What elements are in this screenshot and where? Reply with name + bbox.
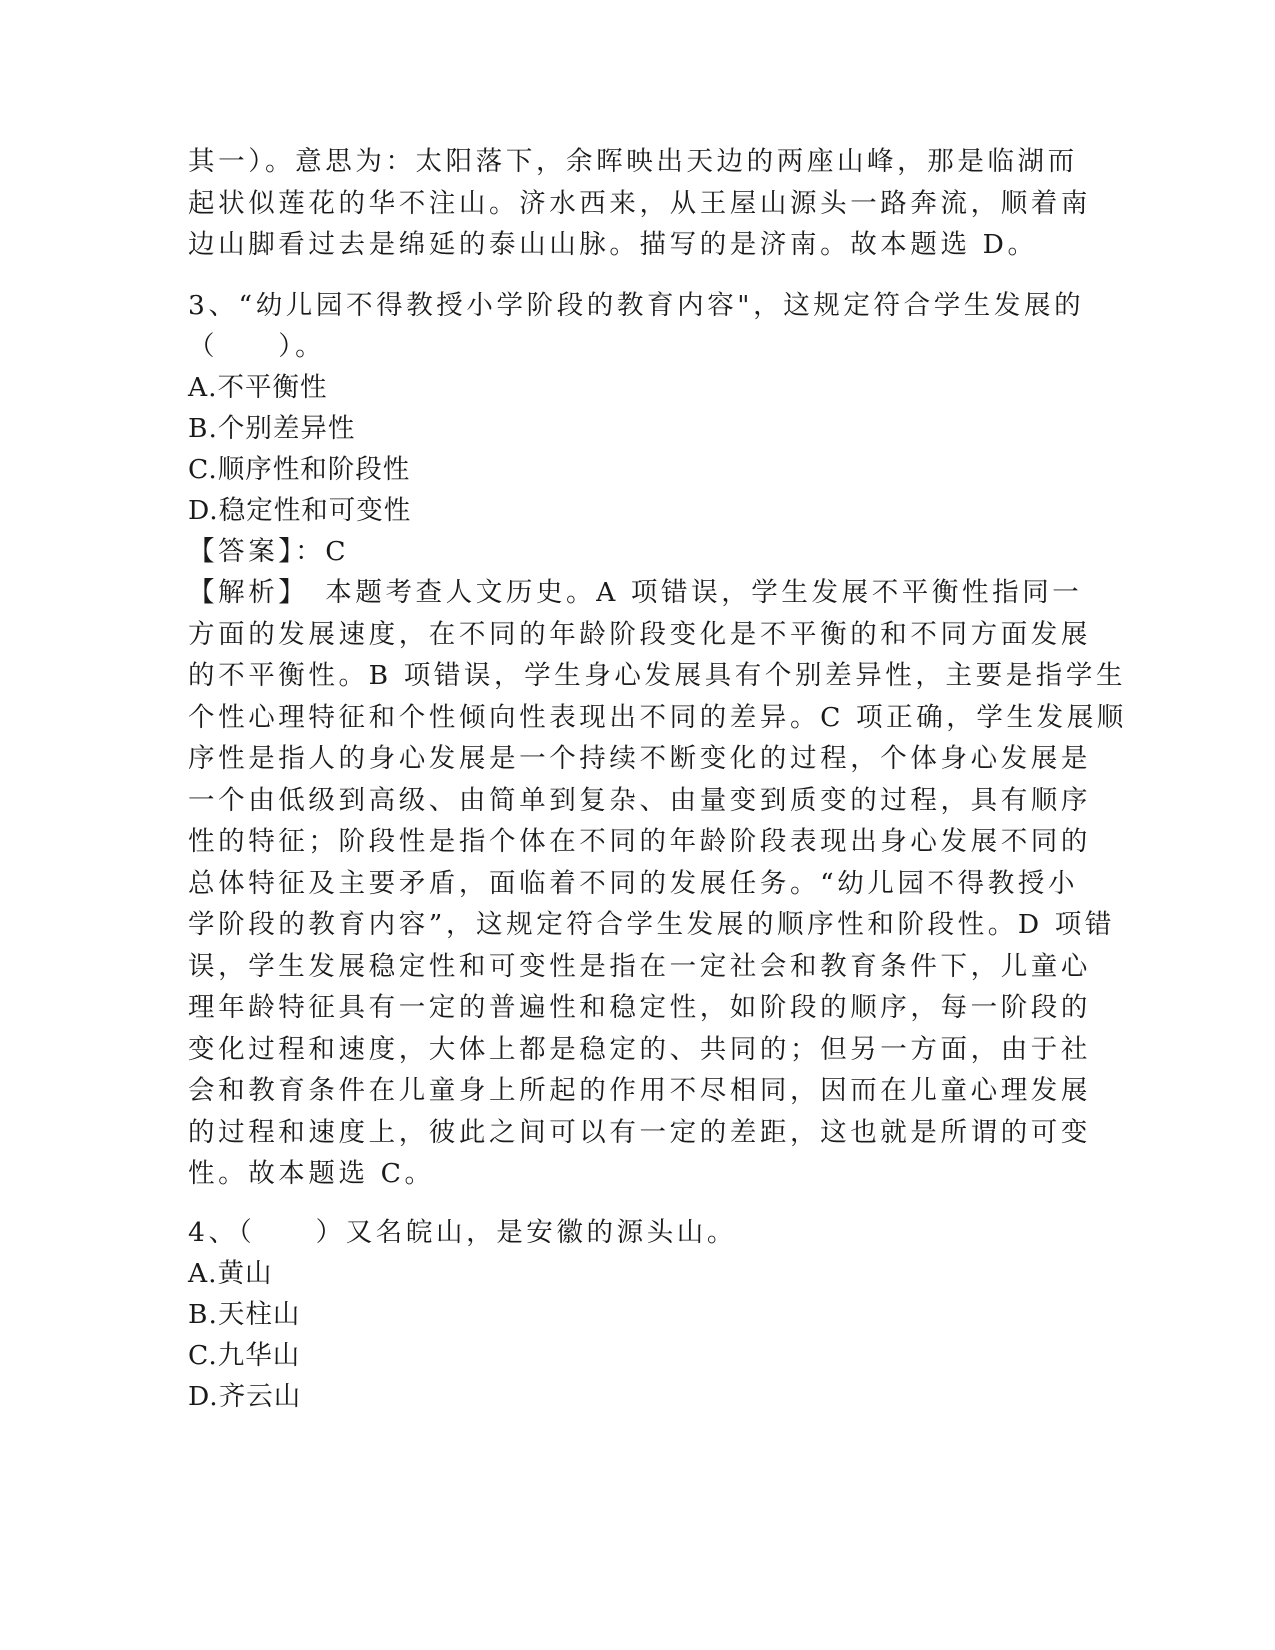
prev-explanation-line: 边山脚看过去是绵延的泰山山脉。描写的是济南。故本题选 D。 xyxy=(188,229,1038,260)
question-4-stem: 4、（ ）又名皖山，是安徽的源头山。 xyxy=(188,1217,738,1248)
question-4-option-b: B.天柱山 xyxy=(188,1299,301,1330)
question-3-explanation-line: 性的特征；阶段性是指个体在不同的年龄阶段表现出身心发展不同的 xyxy=(188,826,1091,857)
question-3-answer: 【答案】：C xyxy=(188,536,350,567)
question-4-option-a: A.黄山 xyxy=(188,1258,273,1289)
question-3-option-a: A.不平衡性 xyxy=(188,372,328,403)
question-4-option-d: D.齐云山 xyxy=(188,1381,302,1412)
question-3-explanation-line: 方面的发展速度，在不同的年龄阶段变化是不平衡的和不同方面发展 xyxy=(188,619,1091,650)
question-3-explanation-line: 学阶段的教育内容”，这规定符合学生发展的顺序性和阶段性。D 项错 xyxy=(188,909,1115,940)
question-3-explanation-line: 总体特征及主要矛盾，面临着不同的发展任务。“幼儿园不得教授小 xyxy=(188,868,1079,899)
question-3-explanation-line: 变化过程和速度，大体上都是稳定的、共同的；但另一方面，由于社 xyxy=(188,1034,1091,1065)
question-3-option-d: D.稳定性和可变性 xyxy=(188,495,412,526)
question-3-explanation-line: 理年龄特征具有一定的普遍性和稳定性，如阶段的顺序，每一阶段的 xyxy=(188,992,1091,1023)
prev-explanation-line: 其一）。意思为：太阳落下，余晖映出天边的两座山峰，那是临湖而 xyxy=(188,146,1078,177)
question-3-explanation-line: 序性是指人的身心发展是一个持续不断变化的过程，个体身心发展是 xyxy=(188,743,1091,774)
question-4-option-c: C.九华山 xyxy=(188,1340,301,1371)
question-3-option-b: B.个别差异性 xyxy=(188,413,356,444)
question-3-explanation-line: 性。故本题选 C。 xyxy=(188,1158,435,1189)
question-3-explanation-line: 误，学生发展稳定性和可变性是指在一定社会和教育条件下，儿童心 xyxy=(188,951,1091,982)
question-3-explanation-line: 一个由低级到高级、由简单到复杂、由量变到质变的过程，具有顺序 xyxy=(188,785,1091,816)
prev-explanation-line: 起状似莲花的华不注山。济水西来，从王屋山源头一路奔流，顺着南 xyxy=(188,188,1091,219)
question-3-stem: 3、“幼儿园不得教授小学阶段的教育内容"，这规定符合学生发展的 xyxy=(188,290,1085,321)
question-3-explanation-line: 会和教育条件在儿童身上所起的作用不尽相同，因而在儿童心理发展 xyxy=(188,1075,1091,1106)
question-3-explanation-line: 的不平衡性。B 项错误，学生身心发展具有个别差异性，主要是指学生 xyxy=(188,660,1127,691)
question-3-explanation-line: 个性心理特征和个性倾向性表现出不同的差异。C 项正确，学生发展顺 xyxy=(188,702,1127,733)
question-3-explanation-line: 【解析】 本题考查人文历史。A 项错误，学生发展不平衡性指同一 xyxy=(188,577,1083,608)
question-3-stem: （ ）。 xyxy=(188,331,326,362)
question-3-option-c: C.顺序性和阶段性 xyxy=(188,454,411,485)
question-3-explanation-line: 的过程和速度上，彼此之间可以有一定的差距，这也就是所谓的可变 xyxy=(188,1117,1091,1148)
